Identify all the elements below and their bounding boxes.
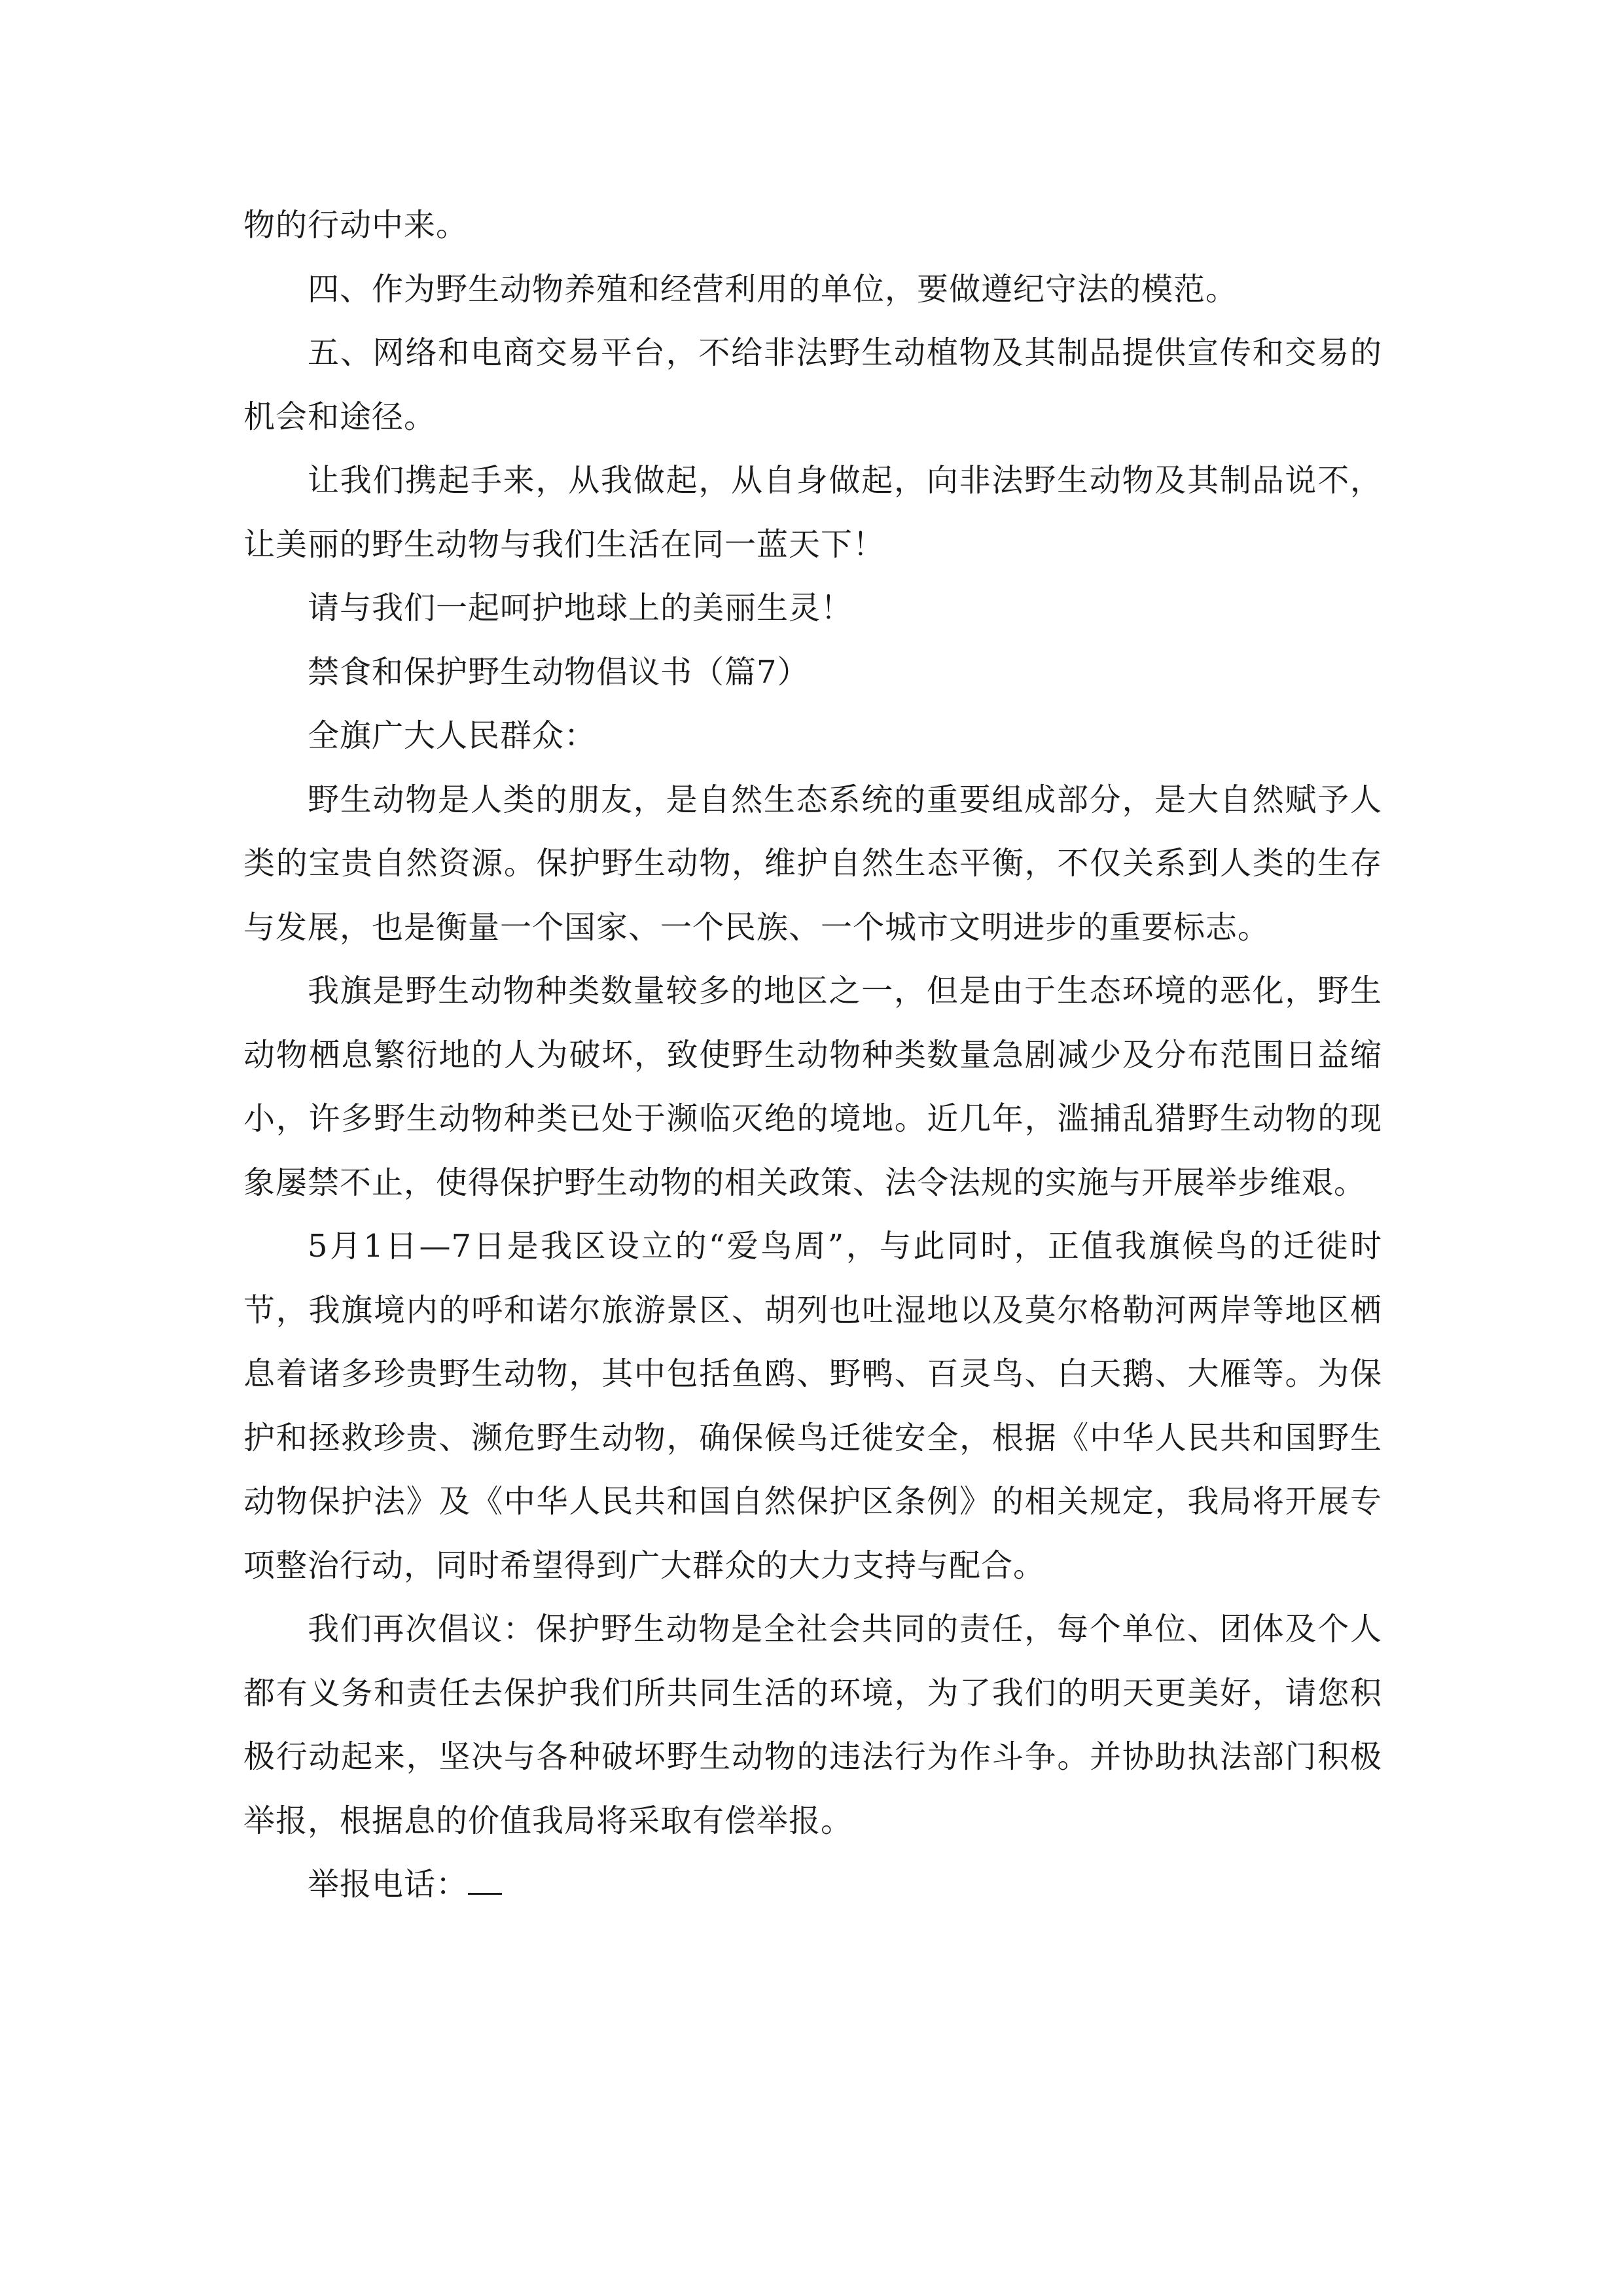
paragraph-situation: 我旗是野生动物种类数量较多的地区之一，但是由于生态环境的恶化，野生动物栖息繁衍地的人为破坏，致使野生动物种类数量急剧减少及分布范围日益缩小，许多野生动物种类已处于濒临灭绝的境地。近几年，滥捕乱猎野生动物的现象屡禁不止，使得保护野生动物的相关政策、法令法规的实施与开展举步维艰。 [243, 973, 1382, 1201]
paragraph-item-five: 五、网络和电商交易平台，不给非法野生动植物及其制品提供宣传和交易的机会和途径。 [243, 334, 1382, 435]
hotline-blank [468, 1864, 502, 1895]
paragraph-appeal: 我们再次倡议：保护野生动物是全社会共同的责任，每个单位、团体及个人都有义务和责任去保护我们所共同生活的环境，为了我们的明天更美好，请您积极行动起来，坚决与各种破坏野生动物的违法行为作斗争。并协助执法部门积极举报，根据息的价值我局将采取有偿举报。 [243, 1611, 1382, 1839]
paragraph-slogan: 请与我们一起呵护地球上的美丽生灵！ [308, 590, 853, 626]
salutation: 全旗广大人民群众： [308, 717, 597, 754]
section-heading: 禁食和保护野生动物倡议书（篇7） [308, 653, 810, 691]
paragraph-call-to-action: 让我们携起手来，从我做起，从自身做起，向非法野生动物及其制品说不，让美丽的野生动物与我们生活在同一蓝天下！ [243, 462, 1382, 563]
document-body [243, 194, 1382, 1917]
paragraph-item-four: 四、作为野生动物养殖和经营利用的单位，要做遵纪守法的模范。 [308, 270, 1238, 308]
paragraph-continuation: 物的行动中来。 [243, 207, 469, 243]
hotline-label: 举报电话： [308, 1866, 469, 1903]
paragraph-bird-week: 5月1日—7日是我区设立的“爱鸟周”，与此同时，正值我旗候鸟的迁徙时节，我旗境内的呼和诺尔旅游景区、胡列也吐湿地以及莫尔格勒河两岸等地区栖息着诸多珍贵野生动物，其中包括鱼鸥、野鸭、百灵鸟、白天鹅、大雁等。为保护和拯救珍贵、濒危野生动物，确保候鸟迁徙安全，根据《中华人民共和国野生动物保护法》及《中华人民共和国自然保护区条例》的相关规定，我局将开展专项整治行动，同时希望得到广大群众的大力支持与配合。 [243, 1228, 1382, 1584]
paragraph-intro: 野生动物是人类的朋友，是自然生态系统的重要组成部分，是大自然赋予人类的宝贵自然资源。保护野生动物，维护自然生态平衡，不仅关系到人类的生存与发展，也是衡量一个国家、一个民族、一个城市文明进步的重要标志。 [243, 781, 1382, 946]
hotline-line [243, 1853, 1382, 1917]
